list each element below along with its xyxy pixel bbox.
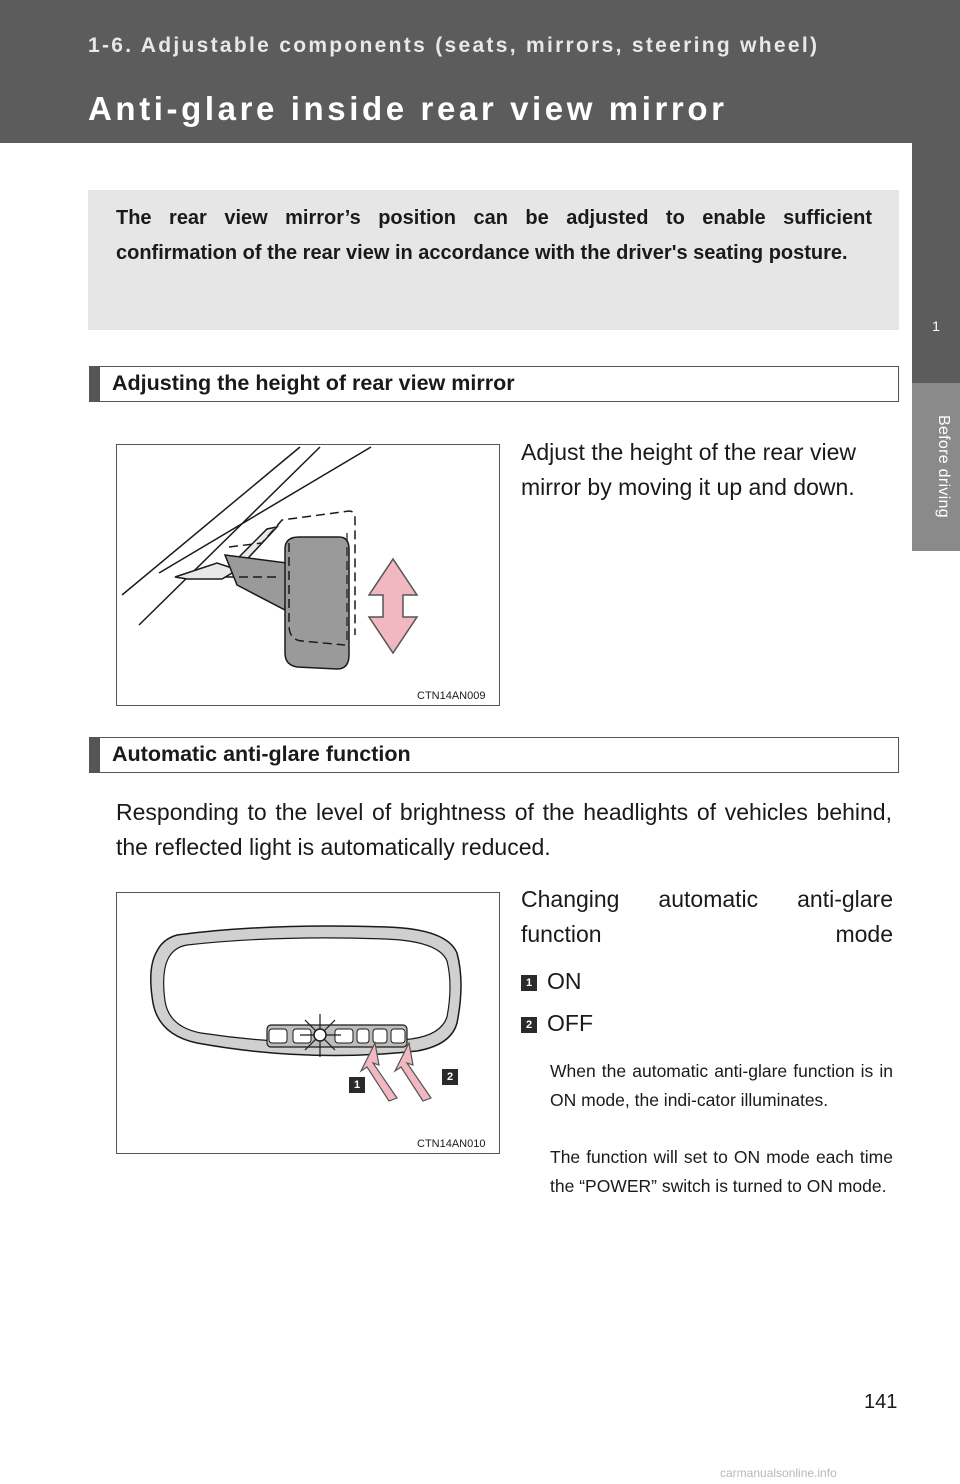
list-item-label: ON <box>547 968 582 994</box>
footer-watermark: carmanualsonline.info <box>720 1466 837 1480</box>
list-number-badge: 2 <box>521 1017 537 1033</box>
heading-bar <box>90 367 100 401</box>
figure-callout-1: 1 <box>349 1077 365 1093</box>
section-label: 1-6. Adjustable components (seats, mirrors, steering wheel) <box>88 34 820 57</box>
side-tab-dark <box>912 143 960 383</box>
figure-mirror-height <box>116 444 500 706</box>
mirror-height-illustration <box>117 445 498 704</box>
figure-code-1: CTN14AN009 <box>417 690 486 702</box>
figure-antiglare-mirror <box>116 892 500 1154</box>
list-item-label: OFF <box>547 1010 593 1036</box>
figure-code-2: CTN14AN010 <box>417 1138 486 1150</box>
section-heading-text: Adjusting the height of rear view mirror <box>112 371 515 395</box>
note-indicator: When the automatic anti-glare function is in ON mode, the indi-cator illuminates. <box>550 1061 893 1110</box>
figure-callout-2: 2 <box>442 1069 458 1085</box>
list-item-on <box>521 968 582 995</box>
page-title: Anti-glare inside rear view mirror <box>88 90 728 127</box>
antiglare-description: Responding to the level of brightness of the headlights of vehicles behind, the reflected light is automatically reduced. <box>116 799 892 860</box>
heading-bar <box>90 738 100 772</box>
section-heading-text: Automatic anti-glare function <box>112 742 411 766</box>
section-heading-height <box>89 366 899 402</box>
page-number: 141 <box>864 1391 898 1413</box>
mode-subheading: Changing automatic anti-glare function mode <box>521 886 893 947</box>
antiglare-mirror-illustration <box>117 893 498 1152</box>
height-instruction: Adjust the height of the rear view mirror by moving it up and down. <box>521 439 856 500</box>
side-tab-number: 1 <box>932 318 940 334</box>
list-number-badge: 1 <box>521 975 537 991</box>
section-heading-antiglare <box>89 737 899 773</box>
list-item-off <box>521 1010 593 1037</box>
side-tab-label: Before driving <box>935 414 952 518</box>
intro-text: The rear view mirror’s position can be adjusted to enable sufficient confirmation of the rear view in accordance with the driver's seating posture. <box>116 207 872 264</box>
note-power-switch: The function will set to ON mode each time the “POWER” switch is turned to ON mode. <box>550 1147 893 1196</box>
